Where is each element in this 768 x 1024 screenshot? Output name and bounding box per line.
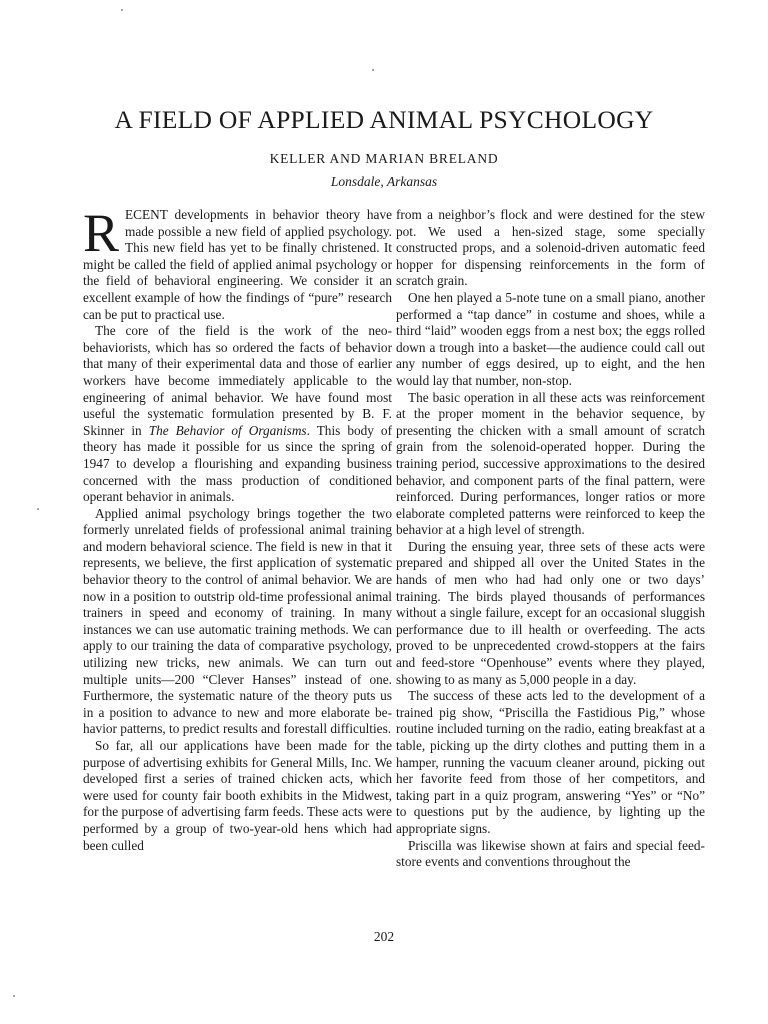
paragraph: So far, all our applications have been made for the purpose of advertising exhibits for General Mills, Inc. We developed first a series of trained chicken acts, which were used for county fair booth exhibits in the Midwest, for the purpose of advertising farm feeds. These acts were performed by a group of two-year-old hens which had been culled [83,738,392,853]
author-affiliation: Lonsdale, Arkansas [330,174,438,189]
paragraph [83,203,392,323]
book-title: The Behavior of Organisms [148,422,307,438]
scan-speck [13,995,15,997]
paragraph: from a neighbor’s flock and were destined for the stew pot. We used a hen-sized stage, some specially constructed props, and a solenoid-driven automatic feed hopper for dispensing reinforcements in the form of scratch grain. [396,207,705,289]
left-column [83,203,392,854]
paragraph-text: . This body of theory has made it possible for us since the spring of 1947 to develop a flourishing and expanding business concerned with the mass production of conditioned operant behavior in animals. [83,422,392,505]
drop-cap: R [83,203,120,263]
paragraph: The success of these acts led to the development of a trained pig show, “Priscilla the Fastidious Pig,” whose routine included turning on the radio, eating breakfast at a table, picking up the dirty clothes and putting them in a hamper, running the vacuum cleaner around, picking out her favorite feed from those of her competitors, and taking part in a quiz program, answering “Yes” or “No” to questions put by the audience, by lighting up the appropriate signs. [396,688,705,836]
article-authors: KELLER AND MARIAN BRELAND [269,151,499,166]
paragraph-text: ECENT developments in behavior theory have made possible a new field of applied psychology. This new field has yet to be finally christened. It might be called the field of applied animal psychology or the field of behavioral engineering. We consider it an excellent example of how the findings of “pure” research can be put to practical use. [83,207,392,322]
page-number: 202 [373,929,395,944]
paragraph: During the ensuing year, three sets of these acts were prepared and shipped all over the United States in the hands of men who had had only one or two days’ training. The birds played thousands of performances without a single failure, except for an occasional sluggish performance due to ill health or overfeeding. The acts proved to be unprecedented crowd-stoppers at the fairs and feed-store “Openhouse” events where they played, showing to as many as 5,000 people in a day. [396,538,705,687]
paragraph: The basic operation in all these acts was reinforcement at the proper moment in the behavior sequence, by presenting the chicken with a small amount of scratch grain from the solenoid-operated hopper. During the training period, successive approximations to the desired behavior, and component parts of the final pattern, were reinforced. During performances, longer ratios or more elaborate completed patterns were reinforced to keep the behavior at a high level of strength. [396,389,705,538]
paragraph [83,323,392,506]
article-title: A FIELD OF APPLIED ANIMAL PSYCHOLOGY [114,105,654,134]
right-column [396,207,705,871]
scan-speck [37,508,39,510]
paragraph: Priscilla was likewise shown at fairs and special feed-store events and conventions throughout the [396,837,705,870]
scan-speck [372,69,374,71]
paragraph-text: The core of the field is the work of the neo-behaviorists, which has so ordered the facts of behavior that many of their experimental data and those of earlier workers have become immediately applicable to the engineering of animal behavior. We have found most useful the systematic formulation presented by B. F. Skinner in [83,323,392,438]
scan-speck [121,9,123,11]
paragraph: One hen played a 5-note tune on a small piano, another performed a “tap dance” in costume and shoes, while a third “laid” wooden eggs from a nest box; the eggs rolled down a trough into a basket—the audience could call out any number of eggs desired, up to eight, and the hen would lay that number, non-stop. [396,289,705,388]
paragraph: Applied animal psychology brings together the two formerly unrelated fields of professional animal training and modern behavioral science. The field is new in that it represents, we believe, the first application of systematic behavior theory to the control of animal behavior. We are now in a position to outstrip old-time professional animal trainers in speed and economy of training. In many instances we can use automatic training methods. We can apply to our training the data of comparative psychology, utilizing new tricks, new animals. We can turn out multiple units—200 “Clever Hanses” instead of one. Furthermore, the systematic nature of the theory puts us in a position to advance to new and more elaborate behavior patterns, to predict results and forestall difficulties. [83,505,392,737]
